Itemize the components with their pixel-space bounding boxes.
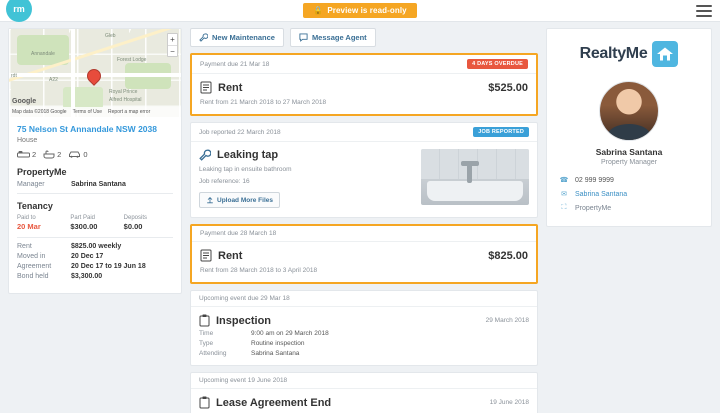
map-label: rdt <box>11 73 17 79</box>
detail-key: Bond held <box>17 273 49 281</box>
payment-deposits <box>124 215 173 231</box>
feed-item-head-label: Payment due 28 March 18 <box>200 230 277 237</box>
spec-parking <box>68 150 87 159</box>
feed-item-head-label: Job reported 22 March 2018 <box>199 128 281 136</box>
upload-more-files-button[interactable] <box>199 192 280 208</box>
agency-brand-name: RealtyMe <box>579 45 648 62</box>
feed-item-payment-overdue[interactable] <box>190 53 538 116</box>
feed-item-header <box>191 123 537 142</box>
feed-actions <box>190 28 538 47</box>
map-label: Gleb <box>105 33 116 39</box>
map-label: Annandale <box>31 51 55 57</box>
feed-item-title-group <box>200 249 242 262</box>
chat-icon <box>299 33 308 42</box>
property-card <box>8 28 182 294</box>
map-label: Alfred Hospital <box>109 97 142 103</box>
agency-card <box>546 28 712 227</box>
feed-item-title: Rent <box>218 81 243 94</box>
feed-item-title: Inspection <box>216 314 272 327</box>
feed-item-body <box>191 142 537 217</box>
spec-value: 0 <box>83 150 88 160</box>
wrench-icon <box>199 33 208 42</box>
feed-item-title-group <box>199 314 271 327</box>
payment-label: Part Paid <box>70 215 96 222</box>
feed-item-date: 29 March 2018 <box>485 317 529 324</box>
map-provider-logo: Google <box>12 98 37 105</box>
detail-value: Sabrina Santana <box>251 350 300 357</box>
feed-item-title-group <box>199 149 413 161</box>
message-agent-button[interactable] <box>290 28 376 47</box>
property-type: House <box>17 137 38 145</box>
detail-agreement <box>17 263 173 270</box>
property-panel <box>8 28 182 413</box>
feed-item-title-group <box>199 396 331 409</box>
preview-readonly-label: Preview is read-only <box>327 6 407 15</box>
feed-item-title: Rent <box>218 249 243 262</box>
avatar <box>599 81 659 141</box>
feed-item-header <box>191 291 537 307</box>
map-pin-icon <box>84 66 104 86</box>
feed-item-maintenance-job[interactable] <box>190 122 538 218</box>
spec-value: 2 <box>32 150 37 160</box>
feed-item-amount: $825.00 <box>488 249 528 262</box>
activity-feed-panel <box>190 28 538 413</box>
feed-item-date: 19 June 2018 <box>489 399 529 406</box>
feed-item-payment-upcoming[interactable] <box>190 224 538 284</box>
feed-item-body <box>191 389 537 413</box>
manager-value: Sabrina Santana <box>71 181 126 189</box>
invoice-icon <box>200 249 212 262</box>
feed-item-title-group <box>200 81 242 94</box>
tenancy-title: Tenancy <box>17 201 53 212</box>
agency-panel <box>546 28 712 413</box>
top-bar <box>0 0 720 22</box>
invoice-icon <box>200 81 212 94</box>
feed-list <box>190 53 538 413</box>
detail-key: Rent <box>17 243 32 251</box>
property-specs <box>17 150 173 159</box>
contact-email[interactable] <box>559 190 699 198</box>
feed-item-subtitle: Rent from 28 March 2018 to 3 April 2018 <box>200 267 318 274</box>
detail-key: Time <box>199 330 214 337</box>
bath-icon <box>43 150 55 159</box>
payment-label: Paid to <box>17 215 36 222</box>
map-attribution <box>9 107 181 117</box>
feed-item-head-label: Upcoming event due 29 Mar 18 <box>199 295 290 302</box>
contact-agency <box>559 204 699 212</box>
feed-item-head-label: Upcoming event 19 June 2018 <box>199 377 288 384</box>
detail-moved-in <box>17 253 173 260</box>
map-label: Forest Lodge <box>117 57 147 63</box>
phone-icon: ☎ <box>559 177 569 184</box>
message-agent-label: Message Agent <box>311 33 367 42</box>
job-reference: Job reference: 16 <box>199 178 250 185</box>
detail-value: Routine inspection <box>251 340 305 347</box>
detail-key: Type <box>199 340 214 347</box>
detail-key: Agreement <box>17 263 52 271</box>
detail-value: 20 Dec 17 <box>71 253 104 261</box>
spec-bathrooms <box>43 150 61 159</box>
maintenance-photo[interactable] <box>421 149 529 205</box>
status-badge: JOB REPORTED <box>473 127 529 137</box>
feed-item-lease-end[interactable] <box>190 372 538 413</box>
feed-item-body <box>192 242 536 282</box>
manager-row <box>17 181 173 188</box>
status-badge: 4 DAYS OVERDUE <box>467 59 528 69</box>
hamburger-icon[interactable] <box>696 5 712 17</box>
detail-value: 20 Dec 17 to 19 Jun 18 <box>71 263 146 271</box>
house-logo-icon <box>652 41 678 67</box>
payment-value: $0.00 <box>123 222 143 232</box>
feed-item-subtitle: Rent from 21 March 2018 to 27 March 2018 <box>200 99 327 106</box>
contact-value[interactable]: Sabrina Santana <box>575 190 628 198</box>
map-zoom-in-button[interactable]: + <box>170 35 175 44</box>
feed-item-title: Lease Agreement End <box>216 396 332 409</box>
clipboard-icon <box>199 396 210 409</box>
feed-item-title: Leaking tap <box>217 149 279 161</box>
payment-label: Deposits <box>123 215 147 222</box>
feed-item-header <box>192 226 536 242</box>
map-zoom-out-button[interactable]: − <box>168 45 177 56</box>
map-label: A22 <box>49 77 58 83</box>
email-icon: ✉ <box>561 191 567 198</box>
agency-brand <box>547 29 711 77</box>
contact-value: 02 999 9999 <box>575 176 614 184</box>
car-icon <box>68 150 81 159</box>
wrench-icon <box>199 149 211 161</box>
new-maintenance-button[interactable] <box>190 28 284 47</box>
map-terms-link[interactable]: Terms of Use <box>72 109 103 115</box>
content-columns <box>0 22 720 413</box>
feed-item-header <box>192 55 536 74</box>
property-address[interactable]: 75 Nelson St Annandale NSW 2038 <box>17 124 157 134</box>
building-icon: ⛶ <box>561 204 567 211</box>
detail-value: $3,300.00 <box>71 273 103 281</box>
lock-icon: 🔒 <box>313 5 324 15</box>
tenancy-payments <box>17 215 173 231</box>
upload-more-files-label: Upload More Files <box>217 196 273 204</box>
property-details <box>9 117 181 293</box>
inspection-attending-row <box>199 350 529 357</box>
payment-value: 20 Mar <box>17 222 41 232</box>
feed-item-header <box>191 373 537 389</box>
agent-name: Sabrina Santana <box>595 147 663 157</box>
payment-paid-to <box>17 215 66 231</box>
agent-contacts <box>547 166 711 226</box>
map-report-link[interactable]: Report a map error <box>108 109 151 115</box>
feed-item-head-label: Payment due 21 Mar 18 <box>200 60 270 68</box>
inspection-type-row <box>199 340 529 347</box>
feed-item-inspection[interactable] <box>190 290 538 366</box>
detail-bond-held <box>17 273 173 280</box>
preview-readonly-banner <box>303 3 416 18</box>
manager-label: Manager <box>17 181 45 189</box>
feed-item-amount: $525.00 <box>488 81 528 94</box>
map-attribution-text: Map data ©2018 Google <box>12 109 67 115</box>
agent-role: Property Manager <box>600 159 658 166</box>
clipboard-icon <box>199 314 210 327</box>
payment-part-paid <box>70 215 119 231</box>
upload-icon <box>206 196 214 204</box>
detail-rent <box>17 243 173 250</box>
contact-phone[interactable] <box>559 176 699 184</box>
feed-item-body <box>191 307 537 365</box>
detail-value: 9:00 am on 29 March 2018 <box>251 330 329 337</box>
app-logo: rm <box>6 0 32 22</box>
detail-key: Attending <box>199 350 227 357</box>
new-maintenance-label: New Maintenance <box>212 33 275 42</box>
feed-item-body <box>192 74 536 114</box>
spec-bedrooms <box>17 150 36 159</box>
bed-icon <box>17 150 30 159</box>
agency-name: PropertyMe <box>17 167 67 178</box>
map-zoom-controls[interactable] <box>167 33 178 57</box>
spec-value: 2 <box>57 150 62 160</box>
payment-value: $300.00 <box>70 222 98 232</box>
inspection-time-row <box>199 330 529 337</box>
contact-value: PropertyMe <box>575 204 612 212</box>
detail-value: $825.00 weekly <box>71 243 122 251</box>
map-label: Royal Prince <box>109 89 138 95</box>
detail-key: Moved in <box>17 253 46 261</box>
feed-item-subtitle: Leaking tap in ensuite bathroom <box>199 166 292 173</box>
property-map[interactable] <box>9 29 181 117</box>
